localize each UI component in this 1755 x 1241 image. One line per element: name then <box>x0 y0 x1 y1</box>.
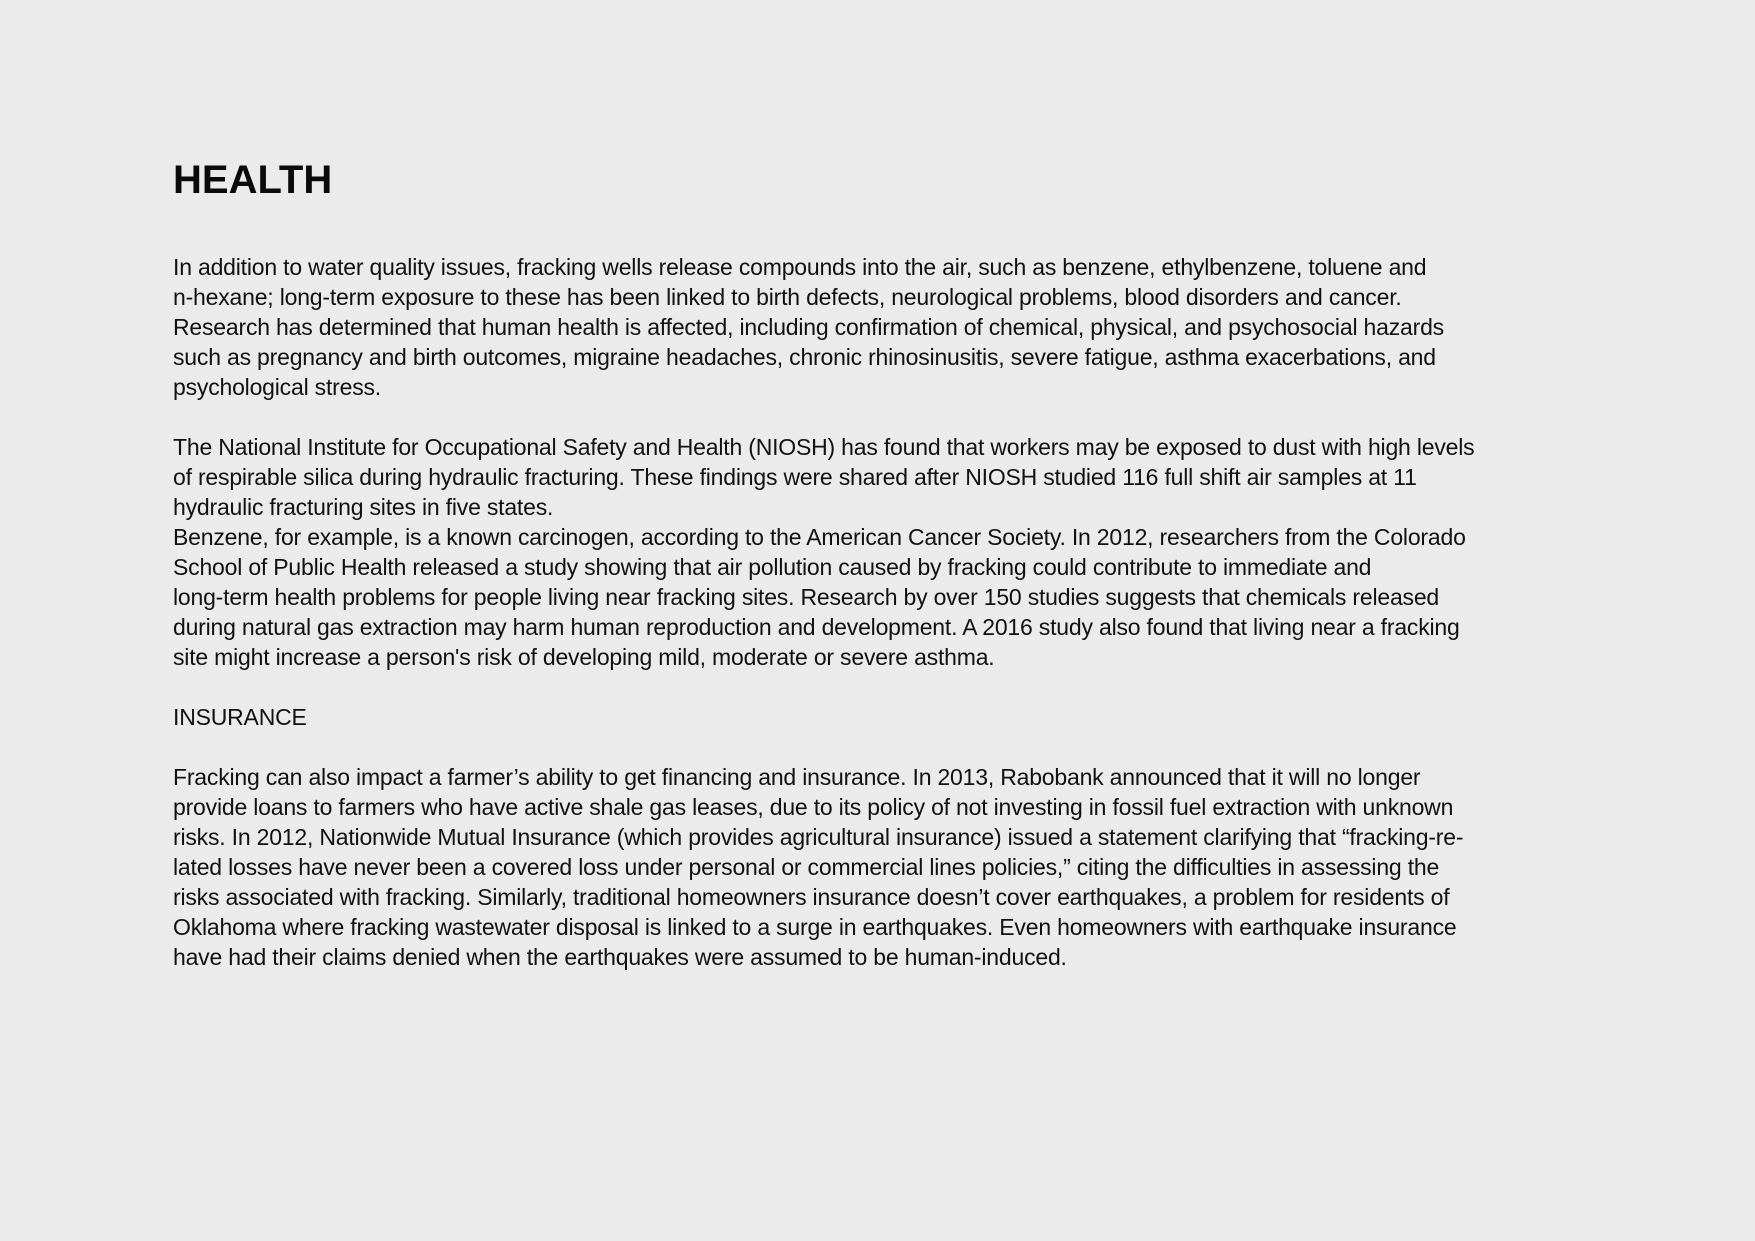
text-line: long-term health problems for people living near fracking sites. Research by over 150 studies suggests that chemicals released <box>173 584 1440 610</box>
document-page <box>173 152 1643 972</box>
text-line: Fracking can also impact a farmer’s ability to get financing and insurance. In 2013, Rabobank announced that it will no longer <box>173 764 1421 790</box>
text-line: In addition to water quality issues, fracking wells release compounds into the air, such as benzene, ethylbenzene, toluene and <box>173 254 1427 280</box>
text-line: n-hexane; long-term exposure to these has been linked to birth defects, neurological problems, blood disorders and cancer. <box>173 284 1402 310</box>
text-line: site might increase a person's risk of developing mild, moderate or severe asthma. <box>173 644 995 670</box>
text-line: have had their claims denied when the earthquakes were assumed to be human-induced. <box>173 944 1067 970</box>
text-line: risks. In 2012, Nationwide Mutual Insurance (which provides agricultural insurance) issued a statement clarifying that “fracking-re- <box>173 824 1464 850</box>
text-line: psychological stress. <box>173 374 381 400</box>
insurance-paragraph <box>173 762 1643 972</box>
text-line: Oklahoma where fracking wastewater disposal is linked to a surge in earthquakes. Even homeowners with earthquake insurance <box>173 914 1457 940</box>
insurance-heading: INSURANCE <box>173 704 307 730</box>
text-line: during natural gas extraction may harm human reproduction and development. A 2016 study also found that living near a fracking <box>173 614 1460 640</box>
text-line: provide loans to farmers who have active shale gas leases, due to its policy of not investing in fossil fuel extraction with unknown <box>173 794 1454 820</box>
text-line: lated losses have never been a covered loss under personal or commercial lines policies,” citing the difficulties in assessing the <box>173 854 1440 880</box>
health-paragraph-1 <box>173 252 1643 402</box>
text-line: of respirable silica during hydraulic fracturing. These findings were shared after NIOSH studied 116 full shift air samples at 11 <box>173 464 1417 490</box>
page-title: HEALTH <box>173 158 333 202</box>
text-line: risks associated with fracking. Similarly, traditional homeowners insurance doesn’t cover earthquakes, a problem for residents of <box>173 884 1450 910</box>
text-line: such as pregnancy and birth outcomes, migraine headaches, chronic rhinosinusitis, severe fatigue, asthma exacerbations, and <box>173 344 1436 370</box>
text-line: Benzene, for example, is a known carcinogen, according to the American Cancer Society. In 2012, researchers from the Colorado <box>173 524 1466 550</box>
health-paragraph-2 <box>173 432 1643 672</box>
text-line: hydraulic fracturing sites in five states. <box>173 494 554 520</box>
text-line: Research has determined that human health is affected, including confirmation of chemical, physical, and psychosocial hazards <box>173 314 1444 340</box>
text-line: School of Public Health released a study showing that air pollution caused by fracking could contribute to immediate and <box>173 554 1372 580</box>
text-line: The National Institute for Occupational Safety and Health (NIOSH) has found that workers may be exposed to dust with high levels <box>173 434 1475 460</box>
